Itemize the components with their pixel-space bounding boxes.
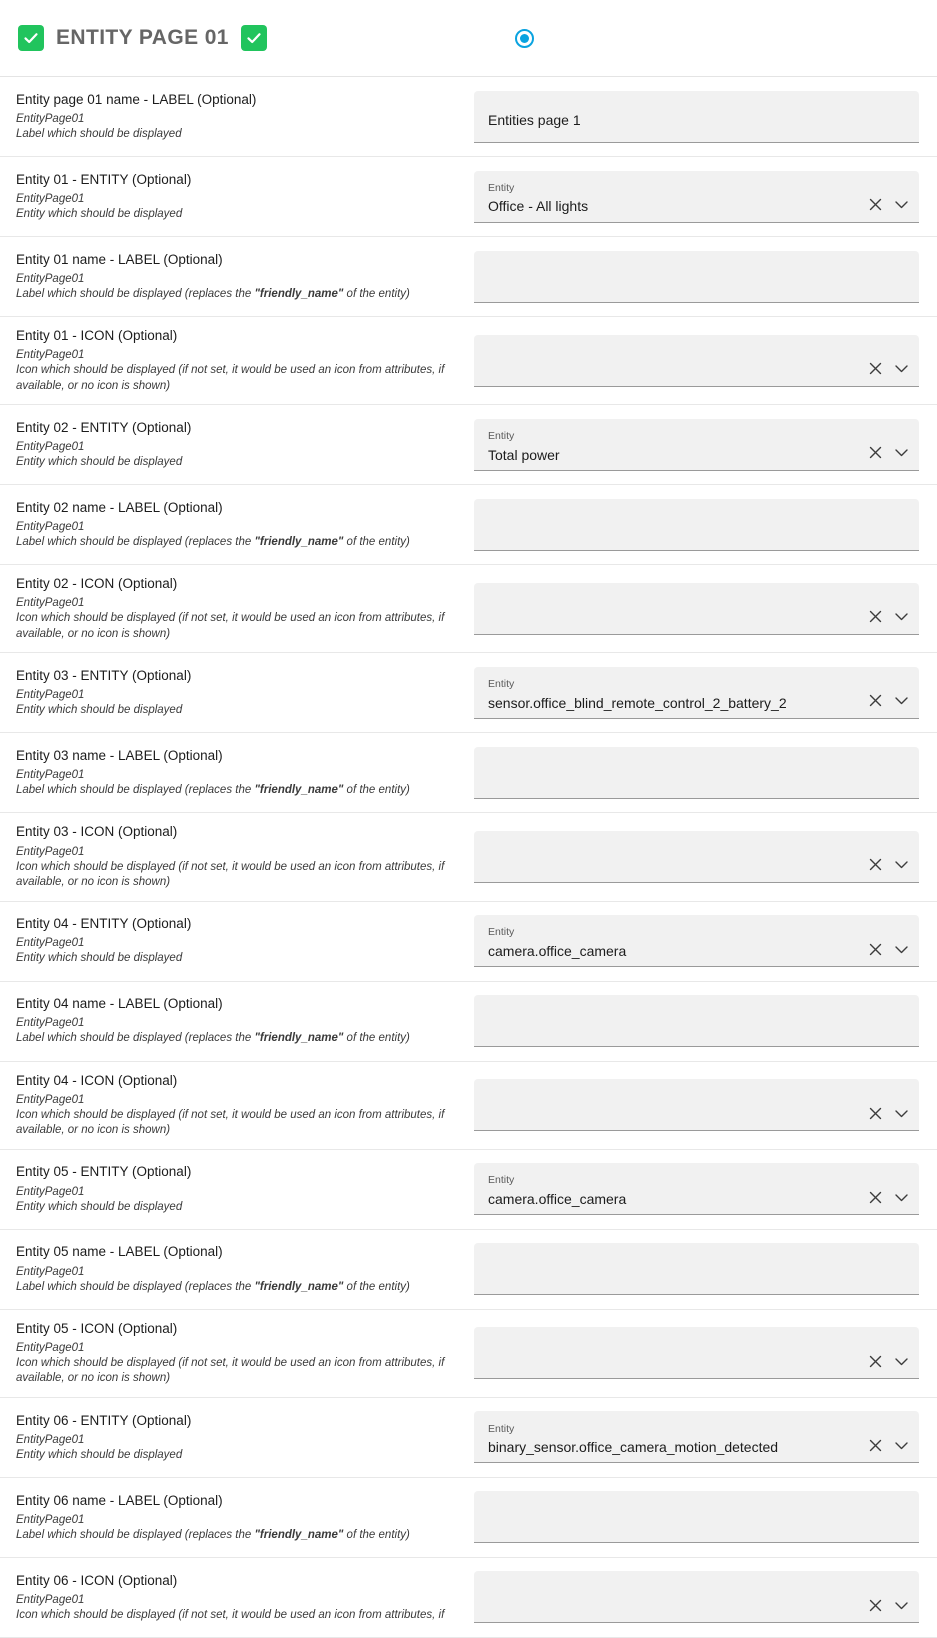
settings-row [0, 237, 937, 317]
field-actions [867, 857, 909, 873]
field-inner [488, 178, 861, 216]
row-description-suffix: of the entity) [343, 1280, 410, 1293]
clear-icon[interactable] [867, 609, 883, 625]
combobox-field[interactable] [474, 915, 919, 967]
field-inner [488, 1498, 909, 1536]
row-label-block [0, 409, 470, 481]
row-title: Entity 04 name - LABEL (Optional) [16, 996, 223, 1012]
field-actions [867, 941, 909, 957]
row-title: Entity 01 name - LABEL (Optional) [16, 251, 223, 267]
field-actions [867, 1437, 909, 1453]
row-title: Entity 03 - ENTITY (Optional) [16, 668, 192, 684]
clear-icon[interactable] [867, 197, 883, 213]
field-actions [867, 361, 909, 377]
combobox-field[interactable] [474, 667, 919, 719]
field-value[interactable] [488, 1282, 909, 1288]
field-actions [867, 1353, 909, 1369]
row-description-emphasis: "friendly_name" [254, 287, 344, 300]
clear-icon[interactable] [867, 1597, 883, 1613]
chevron-down-icon[interactable] [893, 1353, 909, 1369]
combobox-field[interactable] [474, 583, 919, 635]
row-description: Entity which should be displayed [16, 952, 183, 965]
clear-icon[interactable] [867, 1353, 883, 1369]
field-value[interactable]: binary_sensor.office_camera_motion_detected [488, 1439, 779, 1456]
row-description: Entity which should be displayed [16, 1448, 183, 1461]
settings-row [0, 653, 937, 733]
chevron-down-icon[interactable] [893, 609, 909, 625]
row-title: Entity 04 - ICON (Optional) [16, 1072, 178, 1088]
row-description-suffix: of the entity) [343, 1528, 410, 1541]
chevron-down-icon[interactable] [893, 941, 909, 957]
row-title: Entity 05 name - LABEL (Optional) [16, 1244, 223, 1260]
row-field-block [470, 987, 937, 1055]
chevron-down-icon[interactable] [893, 1189, 909, 1205]
row-title: Entity page 01 name - LABEL (Optional) [16, 91, 257, 107]
row-description [16, 535, 456, 551]
chevron-down-icon[interactable] [893, 197, 909, 213]
combobox-field[interactable] [474, 1411, 919, 1463]
field-inner [488, 674, 861, 712]
row-field-block [470, 1319, 937, 1387]
row-title: Entity 06 - ENTITY (Optional) [16, 1412, 192, 1428]
field-inner [488, 1578, 861, 1616]
row-config-key: EntityPage01 [16, 769, 85, 782]
row-config-key: EntityPage01 [16, 1593, 85, 1606]
row-config-key: EntityPage01 [16, 689, 85, 702]
row-field-block [470, 659, 937, 727]
row-config-key: EntityPage01 [16, 441, 85, 454]
settings-row [0, 565, 937, 653]
row-field-block [470, 491, 937, 559]
row-description-prefix: Label which should be displayed (replaces the [16, 1528, 255, 1541]
settings-row [0, 902, 937, 982]
chevron-down-icon[interactable] [893, 361, 909, 377]
combobox-field[interactable] [474, 1571, 919, 1623]
row-title: Entity 03 - ICON (Optional) [16, 824, 178, 840]
row-description [16, 1528, 456, 1544]
row-label-block [0, 1402, 470, 1474]
row-config-key: EntityPage01 [16, 1093, 85, 1106]
row-field-block [470, 327, 937, 395]
clear-icon[interactable] [867, 1105, 883, 1121]
row-config-key: EntityPage01 [16, 192, 85, 205]
field-float-label: Entity [488, 1174, 515, 1187]
field-inner [488, 590, 861, 628]
field-actions [867, 1105, 909, 1121]
row-label-block [0, 905, 470, 977]
row-title: Entity 04 - ENTITY (Optional) [16, 916, 192, 932]
field-float-label: Entity [488, 926, 515, 939]
row-description: Icon which should be displayed (if not set, it would be used an icon from attributes, if available, or no icon is shown) [16, 1108, 445, 1137]
field-actions [867, 197, 909, 213]
row-config-key: EntityPage01 [16, 1017, 85, 1030]
row-description-prefix: Label which should be displayed (replaces the [16, 784, 255, 797]
row-description-emphasis: "friendly_name" [254, 1032, 344, 1045]
field-actions [867, 693, 909, 709]
row-field-block [470, 575, 937, 643]
settings-row [0, 733, 937, 813]
row-title: Entity 05 - ICON (Optional) [16, 1320, 178, 1336]
row-config-key: EntityPage01 [16, 1185, 85, 1198]
row-description: Entity which should be displayed [16, 704, 183, 717]
row-label-block [0, 985, 470, 1057]
settings-row [0, 1230, 937, 1310]
row-config-key: EntityPage01 [16, 1341, 85, 1354]
row-config-key: EntityPage01 [16, 845, 85, 858]
row-title: Entity 01 - ENTITY (Optional) [16, 171, 192, 187]
clear-icon[interactable] [867, 361, 883, 377]
row-title: Entity 06 - ICON (Optional) [16, 1572, 178, 1588]
field-inner [488, 1170, 861, 1208]
field-value[interactable] [488, 1118, 861, 1124]
row-description: Entity which should be displayed [16, 1200, 183, 1213]
field-value[interactable]: Total power [488, 446, 560, 463]
settings-row [0, 1062, 937, 1150]
row-description-emphasis: "friendly_name" [254, 1280, 344, 1293]
row-field-block [470, 1071, 937, 1139]
radio-selected[interactable] [515, 29, 534, 48]
field-inner [488, 1418, 861, 1456]
field-value[interactable]: sensor.office_blind_remote_control_2_battery_2 [488, 694, 787, 711]
row-description: Icon which should be displayed (if not set, it would be used an icon from attributes, if [16, 1608, 445, 1621]
clear-icon[interactable] [867, 445, 883, 461]
field-inner [488, 342, 861, 380]
text-field[interactable] [474, 1243, 919, 1295]
field-float-label: Entity [488, 678, 515, 691]
row-field-block [470, 1155, 937, 1223]
row-description: Entity which should be displayed [16, 207, 183, 220]
text-field[interactable] [474, 91, 919, 143]
field-inner [488, 1250, 909, 1288]
field-value[interactable]: Entities page 1 [488, 112, 581, 129]
field-value[interactable] [488, 1610, 861, 1616]
text-field[interactable] [474, 1491, 919, 1543]
clear-icon[interactable] [867, 693, 883, 709]
field-value[interactable] [488, 538, 909, 544]
field-inner [488, 426, 861, 464]
field-inner [488, 922, 861, 960]
row-description [16, 1280, 456, 1296]
row-label-block [0, 657, 470, 729]
settings-row [0, 485, 937, 565]
settings-row [0, 317, 937, 405]
page-header [0, 0, 937, 77]
row-config-key: EntityPage01 [16, 597, 85, 610]
checkbox-checked-left-icon[interactable] [18, 25, 44, 51]
field-inner [488, 1334, 861, 1372]
row-description: Icon which should be displayed (if not set, it would be used an icon from attributes, if available, or no icon is shown) [16, 1356, 445, 1385]
settings-row [0, 157, 937, 237]
clear-icon[interactable] [867, 1437, 883, 1453]
row-title: Entity 03 name - LABEL (Optional) [16, 748, 223, 764]
checkbox-checked-right-icon[interactable] [241, 25, 267, 51]
settings-row [0, 982, 937, 1062]
field-actions [867, 1597, 909, 1613]
clear-icon[interactable] [867, 941, 883, 957]
row-field-block [470, 1235, 937, 1303]
chevron-down-icon[interactable] [893, 1597, 909, 1613]
row-label-block [0, 1562, 470, 1634]
chevron-down-icon[interactable] [893, 857, 909, 873]
chevron-down-icon[interactable] [893, 693, 909, 709]
row-label-block [0, 1233, 470, 1305]
field-value[interactable]: camera.office_camera [488, 942, 627, 959]
row-title: Entity 01 - ICON (Optional) [16, 328, 178, 343]
field-inner [488, 1002, 909, 1040]
row-field-block [470, 739, 937, 807]
field-inner [488, 754, 909, 792]
row-label-block [0, 813, 470, 900]
field-value[interactable] [488, 1366, 861, 1372]
row-label-block [0, 1482, 470, 1554]
row-description: Label which should be displayed [16, 127, 182, 140]
settings-row [0, 813, 937, 901]
row-title: Entity 02 - ICON (Optional) [16, 576, 178, 592]
settings-row [0, 1310, 937, 1398]
row-field-block [470, 243, 937, 311]
settings-row [0, 1398, 937, 1478]
field-actions [867, 609, 909, 625]
row-config-key: EntityPage01 [16, 1433, 85, 1446]
field-value[interactable]: Office - All lights [488, 198, 589, 215]
settings-row [0, 77, 937, 157]
radio-inner-dot [520, 34, 529, 43]
field-value[interactable] [488, 1530, 909, 1536]
field-value[interactable] [488, 870, 861, 876]
text-field[interactable] [474, 995, 919, 1047]
chevron-down-icon[interactable] [893, 1105, 909, 1121]
field-inner [488, 98, 909, 136]
settings-row [0, 1150, 937, 1230]
row-description-prefix: Label which should be displayed (replaces the [16, 536, 255, 548]
row-label-block [0, 565, 470, 652]
row-description: Icon which should be displayed (if not set, it would be used an icon from attributes, if available, or no icon is shown) [16, 364, 445, 392]
field-value[interactable] [488, 1034, 909, 1040]
row-description-prefix: Label which should be displayed (replaces the [16, 1280, 255, 1293]
radio-outer-icon [515, 29, 534, 48]
row-description-suffix: of the entity) [343, 536, 410, 548]
field-inner [488, 506, 909, 544]
text-field[interactable] [474, 499, 919, 551]
page-title: ENTITY PAGE 01 [56, 26, 229, 49]
field-float-label: Entity [488, 1422, 515, 1435]
row-description: Entity which should be displayed [16, 456, 183, 468]
field-value[interactable] [488, 374, 861, 380]
chevron-down-icon[interactable] [893, 1437, 909, 1453]
row-field-block [470, 1563, 937, 1631]
text-field[interactable] [474, 747, 919, 799]
row-config-key: EntityPage01 [16, 1265, 85, 1278]
combobox-field[interactable] [474, 831, 919, 883]
row-field-block [470, 1483, 937, 1551]
row-description: Icon which should be displayed (if not set, it would be used an icon from attributes, if available, or no icon is shown) [16, 612, 445, 640]
row-config-key: EntityPage01 [16, 272, 85, 285]
row-config-key: EntityPage01 [16, 521, 85, 534]
field-actions [867, 1189, 909, 1205]
row-config-key: EntityPage01 [16, 112, 85, 125]
row-description-prefix: Label which should be displayed (replaces the [16, 287, 255, 300]
field-value[interactable] [488, 622, 861, 628]
row-config-key: EntityPage01 [16, 1513, 85, 1526]
row-description [16, 287, 456, 303]
settings-rows [0, 77, 937, 1638]
row-config-key: EntityPage01 [16, 349, 85, 362]
settings-row [0, 1478, 937, 1558]
row-field-block [470, 83, 937, 151]
field-value[interactable] [488, 786, 909, 792]
row-label-block [0, 737, 470, 809]
row-title: Entity 02 name - LABEL (Optional) [16, 499, 223, 515]
field-inner [488, 838, 861, 876]
combobox-field[interactable] [474, 1327, 919, 1379]
combobox-field[interactable] [474, 335, 919, 387]
row-title: Entity 02 - ENTITY (Optional) [16, 419, 192, 435]
settings-row [0, 405, 937, 485]
combobox-field[interactable] [474, 1079, 919, 1131]
row-title: Entity 05 - ENTITY (Optional) [16, 1164, 192, 1180]
row-label-block [0, 1153, 470, 1225]
row-label-block [0, 81, 470, 153]
field-value[interactable]: camera.office_camera [488, 1191, 627, 1208]
row-label-block [0, 241, 470, 313]
combobox-field[interactable] [474, 419, 919, 471]
row-label-block [0, 1062, 470, 1149]
row-label-block [0, 489, 470, 561]
row-label-block [0, 317, 470, 404]
clear-icon[interactable] [867, 857, 883, 873]
row-description-emphasis: "friendly_name" [254, 536, 344, 548]
row-field-block [470, 823, 937, 891]
row-field-block [470, 1403, 937, 1471]
settings-row [0, 1558, 937, 1638]
clear-icon[interactable] [867, 1189, 883, 1205]
field-float-label: Entity [488, 181, 515, 194]
combobox-field[interactable] [474, 1163, 919, 1215]
row-description-suffix: of the entity) [343, 287, 410, 300]
row-title: Entity 06 name - LABEL (Optional) [16, 1492, 223, 1508]
row-field-block [470, 163, 937, 231]
row-config-key: EntityPage01 [16, 937, 85, 950]
row-description-prefix: Label which should be displayed (replaces the [16, 1032, 255, 1045]
field-inner [488, 258, 909, 296]
field-actions [867, 445, 909, 461]
text-field[interactable] [474, 251, 919, 303]
row-description-emphasis: "friendly_name" [254, 1528, 344, 1541]
row-description [16, 1031, 456, 1047]
row-label-block [0, 161, 470, 233]
field-value[interactable] [488, 290, 909, 296]
chevron-down-icon[interactable] [893, 445, 909, 461]
row-description [16, 783, 456, 799]
row-label-block [0, 1310, 470, 1397]
row-description-suffix: of the entity) [343, 784, 410, 797]
row-field-block [470, 411, 937, 479]
field-float-label: Entity [488, 429, 515, 442]
row-description-suffix: of the entity) [343, 1032, 410, 1045]
field-inner [488, 1086, 861, 1124]
row-field-block [470, 907, 937, 975]
row-description: Icon which should be displayed (if not set, it would be used an icon from attributes, if available, or no icon is shown) [16, 860, 445, 889]
combobox-field[interactable] [474, 171, 919, 223]
row-description-emphasis: "friendly_name" [254, 784, 344, 797]
